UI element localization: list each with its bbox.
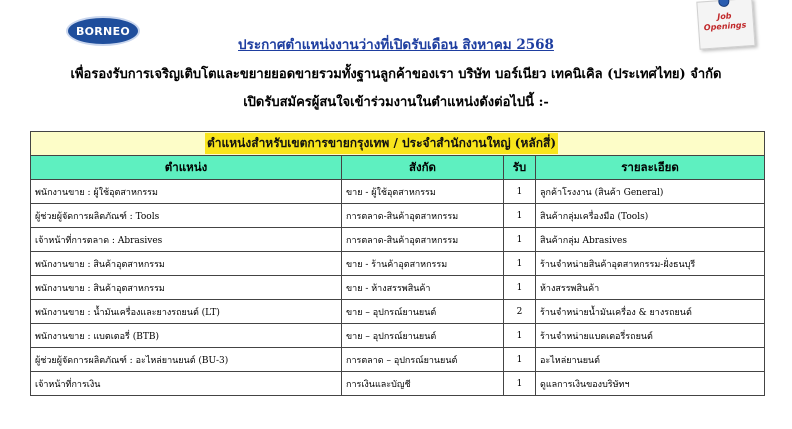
cell-position: พนักงานขาย : สินค้าอุตสาหกรรม bbox=[31, 276, 342, 300]
header-row bbox=[31, 156, 765, 180]
cell-position: เจ้าหน้าที่การเงิน bbox=[31, 372, 342, 396]
cell-count: 1 bbox=[504, 276, 536, 300]
subtitle-line-1: เพื่อรองรับการเจริญเติบโตและขยายยอดขายรวมทั้งฐานลูกค้าของเรา บริษัท บอร์เนียว เทคนิเคิล (ประเทศไทย) จำกัด bbox=[70, 67, 722, 82]
cell-department: การตลาด-สินค้าอุตสาหกรรม bbox=[342, 204, 504, 228]
cell-count: 2 bbox=[504, 300, 536, 324]
job-table bbox=[30, 131, 765, 396]
badge-text-job: Job bbox=[716, 11, 732, 22]
cell-position: พนักงานขาย : ผู้ใช้อุตสาหกรรม bbox=[31, 180, 342, 204]
cell-details: อะไหล่ยานยนต์ bbox=[536, 348, 765, 372]
cell-count: 1 bbox=[504, 204, 536, 228]
cell-details: ดูแลการเงินของบริษัทฯ bbox=[536, 372, 765, 396]
logo-text: BORNEO bbox=[75, 24, 131, 38]
cell-count: 1 bbox=[504, 180, 536, 204]
table-row bbox=[31, 228, 765, 252]
cell-department: การเงินและบัญชี bbox=[342, 372, 504, 396]
column-header-count: รับ bbox=[504, 156, 536, 180]
cell-department: ขาย - ผู้ใช้อุตสาหกรรม bbox=[342, 180, 504, 204]
announcement-title: ประกาศตำแหน่งงานว่างที่เปิดรับเดือน สิงหาคม 2568 bbox=[238, 37, 554, 53]
cell-details: ร้านจำหน่ายสินค้าอุตสาหกรรม-ฝั่งธนบุรี bbox=[536, 252, 765, 276]
cell-details: ห้างสรรพสินค้า bbox=[536, 276, 765, 300]
column-header-department: สังกัด bbox=[342, 156, 504, 180]
cell-count: 1 bbox=[504, 324, 536, 348]
cell-count: 1 bbox=[504, 372, 536, 396]
table-row bbox=[31, 276, 765, 300]
cell-department: ขาย – อุปกรณ์ยานยนต์ bbox=[342, 324, 504, 348]
cell-position: พนักงานขาย : น้ำมันเครื่องและยางรถยนต์ (LT) bbox=[31, 300, 342, 324]
cell-department: การตลาด – อุปกรณ์ยานยนต์ bbox=[342, 348, 504, 372]
cell-details: สินค้ากลุ่มเครื่องมือ (Tools) bbox=[536, 204, 765, 228]
cell-details: ร้านจำหน่ายน้ำมันเครื่อง & ยางรถยนต์ bbox=[536, 300, 765, 324]
cell-details: ร้านจำหน่ายแบตเตอรี่รถยนต์ bbox=[536, 324, 765, 348]
cell-department: ขาย - ห้างสรรพสินค้า bbox=[342, 276, 504, 300]
cell-count: 1 bbox=[504, 228, 536, 252]
table-row bbox=[31, 300, 765, 324]
cell-position: ผู้ช่วยผู้จัดการผลิตภัณฑ์ : อะไหล่ยานยนต์ (BU-3) bbox=[31, 348, 342, 372]
table-row bbox=[31, 348, 765, 372]
cell-count: 1 bbox=[504, 348, 536, 372]
table-row bbox=[31, 180, 765, 204]
job-rows bbox=[31, 180, 765, 396]
table-row bbox=[31, 324, 765, 348]
cell-department: ขาย – อุปกรณ์ยานยนต์ bbox=[342, 300, 504, 324]
cell-position: ผู้ช่วยผู้จัดการผลิตภัณฑ์ : Tools bbox=[31, 204, 342, 228]
section-row bbox=[31, 132, 765, 156]
column-header-position: ตำแหน่ง bbox=[31, 156, 342, 180]
cell-position: พนักงานขาย : แบตเตอรี่ (BTB) bbox=[31, 324, 342, 348]
cell-position: พนักงานขาย : สินค้าอุตสาหกรรม bbox=[31, 252, 342, 276]
cell-details: ลูกค้าโรงงาน (สินค้า General) bbox=[536, 180, 765, 204]
badge-text-openings: Openings bbox=[703, 20, 747, 33]
table-row bbox=[31, 252, 765, 276]
subtitle-line-2: เปิดรับสมัครผู้สนใจเข้าร่วมงานในตำแหน่งดังต่อไปนี้ :- bbox=[243, 95, 549, 110]
cell-count: 1 bbox=[504, 252, 536, 276]
cell-details: สินค้ากลุ่ม Abrasives bbox=[536, 228, 765, 252]
cell-department: ขาย - ร้านค้าอุตสาหกรรม bbox=[342, 252, 504, 276]
column-header-details: รายละเอียด bbox=[536, 156, 765, 180]
table-row bbox=[31, 204, 765, 228]
section-title: ตำแหน่งสำหรับเขตการขายกรุงเทพ / ประจำสำนักงานใหญ่ (หลักสี่) bbox=[205, 133, 558, 154]
cell-department: การตลาด-สินค้าอุตสาหกรรม bbox=[342, 228, 504, 252]
cell-position: เจ้าหน้าที่การตลาด : Abrasives bbox=[31, 228, 342, 252]
job-openings-badge bbox=[690, 0, 755, 52]
table-row bbox=[31, 372, 765, 396]
